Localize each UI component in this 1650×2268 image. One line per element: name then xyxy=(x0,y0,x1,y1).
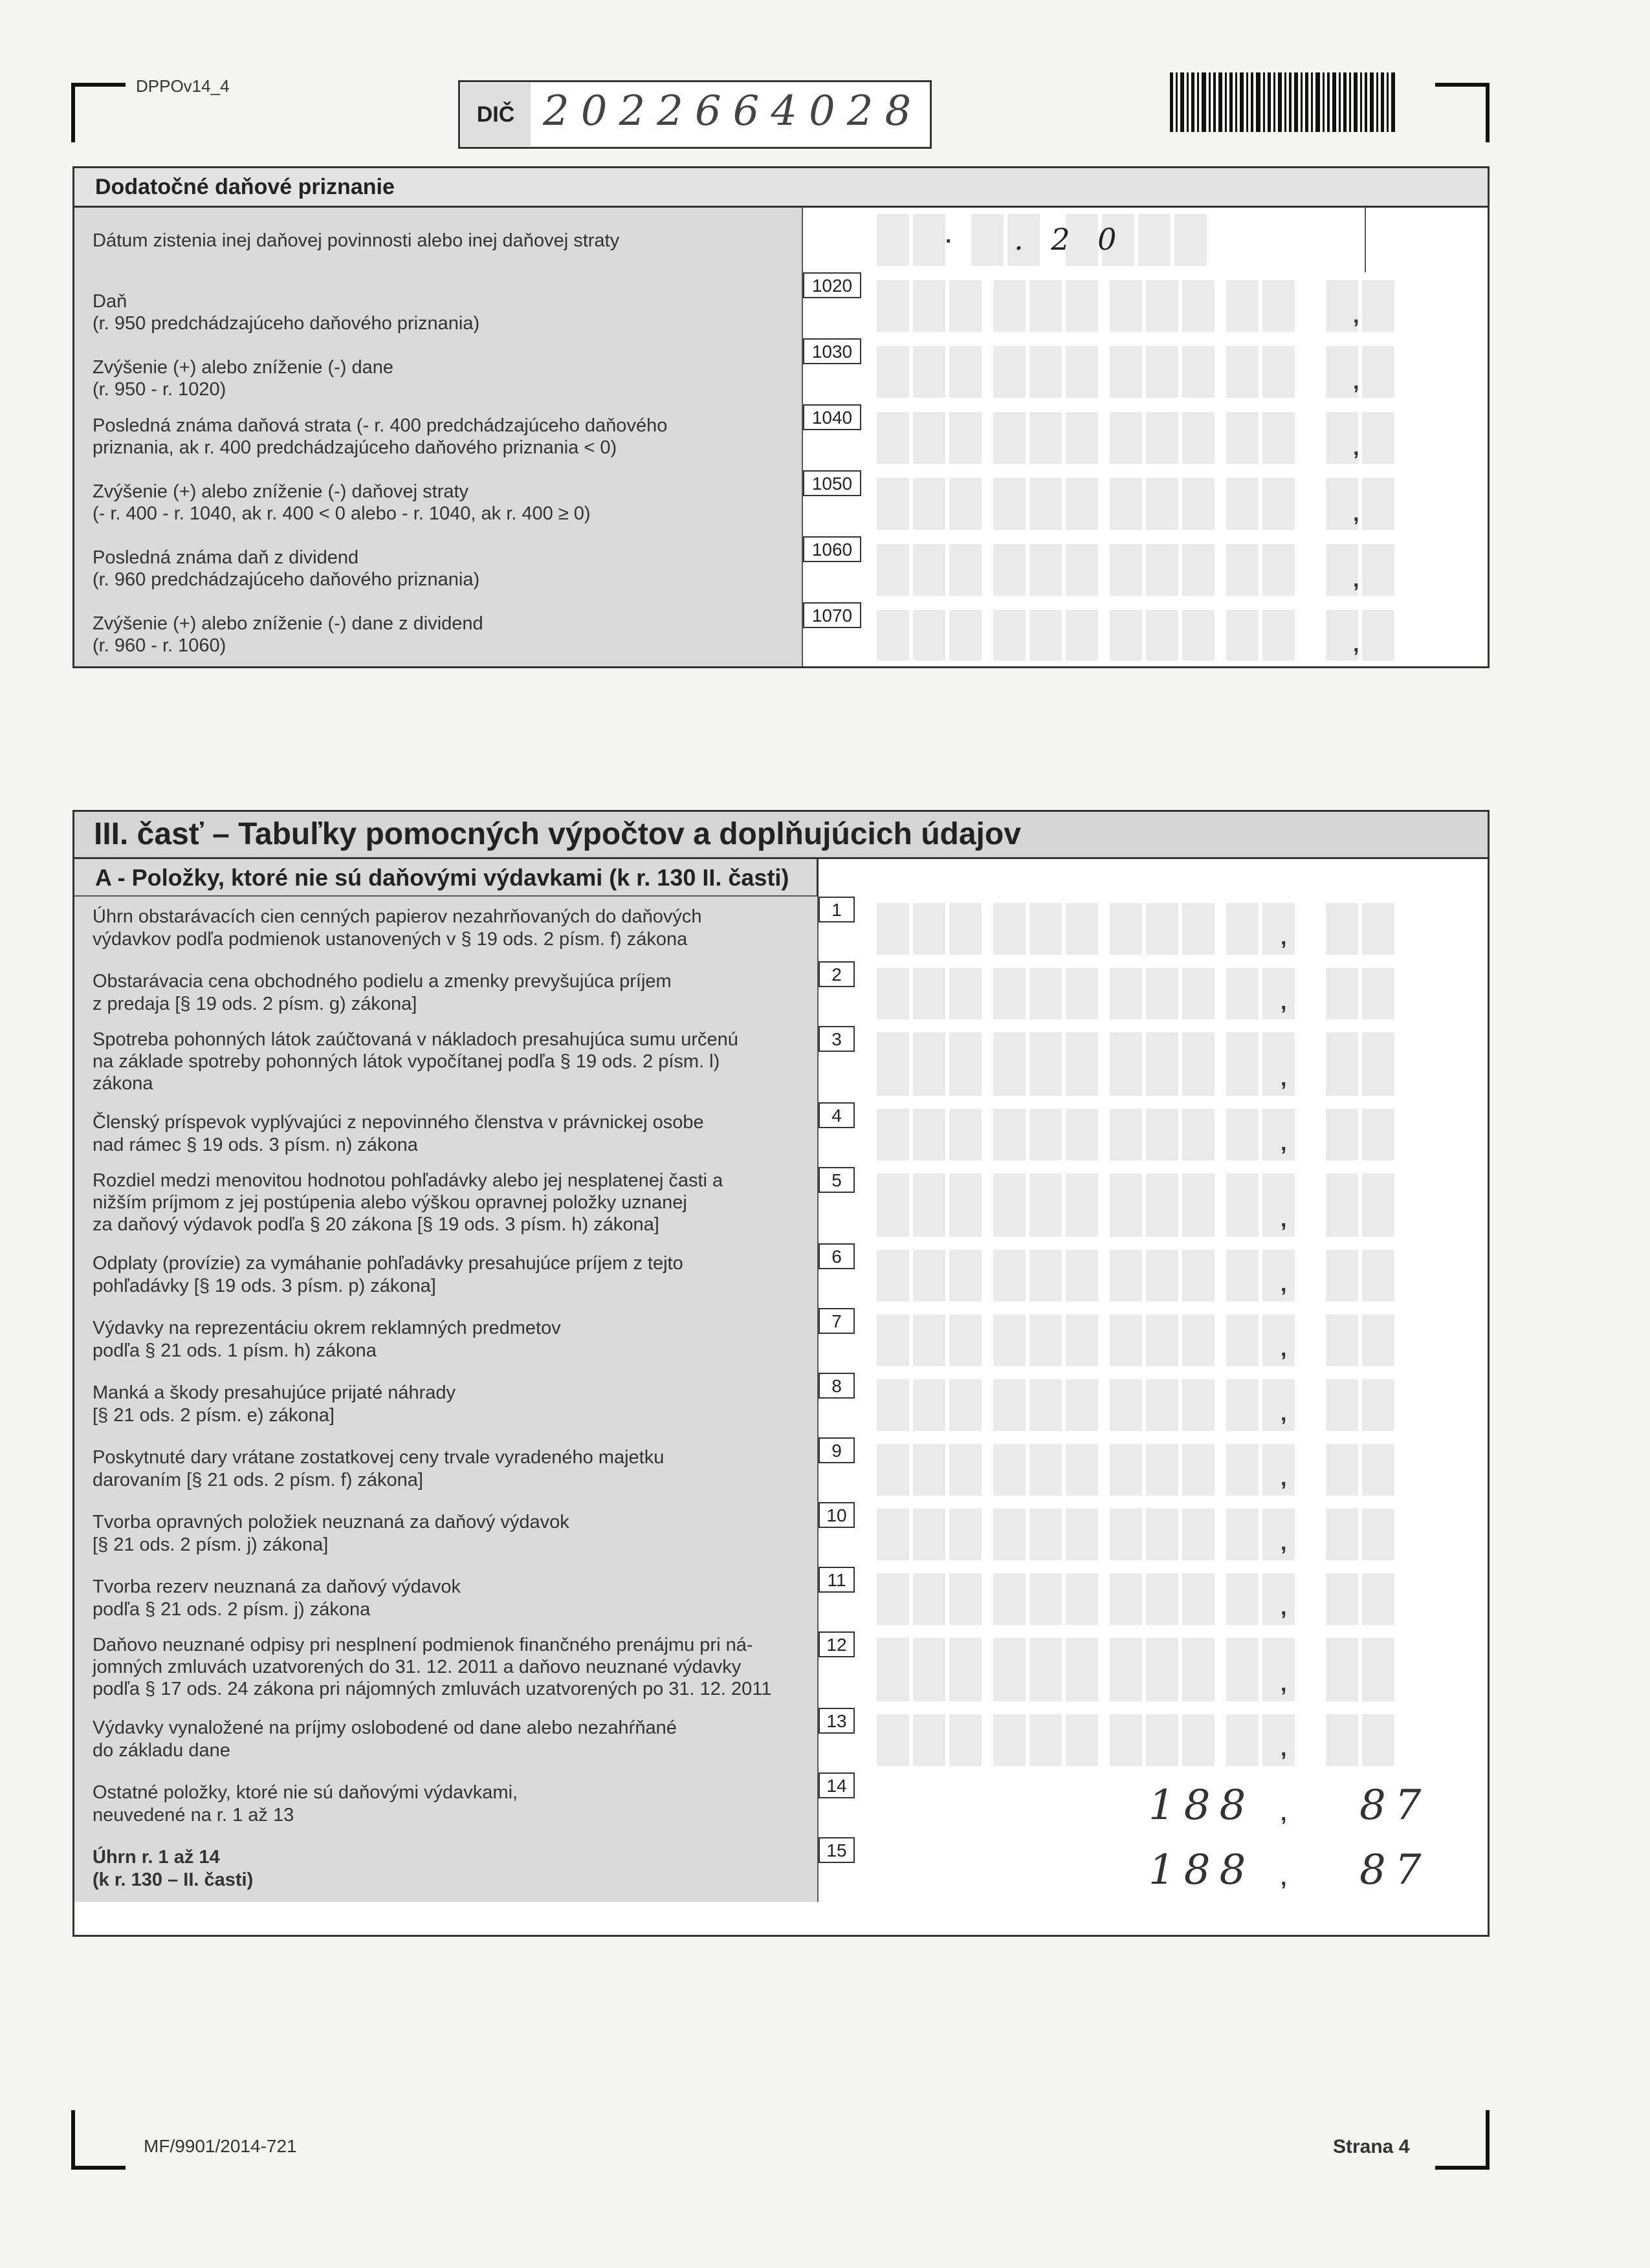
amount-input-1030[interactable] xyxy=(877,346,1398,398)
decimal-comma: , xyxy=(1281,1801,1287,1826)
row-number: 11 xyxy=(819,1567,855,1593)
table-a-row-5 xyxy=(74,1167,1488,1245)
amount-input-1020[interactable] xyxy=(877,280,1398,332)
row-number: 1020 xyxy=(803,272,861,298)
decimal-comma: , xyxy=(1281,1066,1287,1091)
corner-mark-top-left xyxy=(71,83,75,142)
table-a-row-4 xyxy=(74,1102,1488,1168)
row-label: Úhrn r. 1 až 14 (k r. 130 – II. časti) xyxy=(74,1837,819,1902)
row-1030: Zvýšenie (+) alebo zníženie (-) dane (r. 950 - r. 1020) 1030 , xyxy=(74,338,1488,406)
supplementary-return-title: Dodatočné daňové priznanie xyxy=(74,168,1488,208)
row-number: 7 xyxy=(819,1308,855,1334)
amount-input-9[interactable] xyxy=(877,1444,1398,1496)
table-a-row-11 xyxy=(74,1567,1488,1633)
decimal-comma: , xyxy=(1281,1401,1287,1426)
footer-form-code: MF/9901/2014-721 xyxy=(144,2136,297,2156)
handwritten-amount-decimal: 87 xyxy=(1359,1846,1431,1894)
row-number: 2 xyxy=(819,961,855,987)
page-number: Strana 4 xyxy=(1333,2136,1410,2157)
decimal-comma: , xyxy=(1281,1466,1287,1490)
table-a-row-14 xyxy=(74,1772,1488,1838)
dic-field[interactable] xyxy=(458,80,932,149)
amount-input-1050[interactable] xyxy=(877,478,1398,530)
amount-input-15[interactable] xyxy=(877,1844,1398,1895)
row-label: Výdavky vynaložené na príjmy oslobodené od dane alebo nezahŕňané do základu dane xyxy=(74,1708,819,1772)
amount-input-14[interactable] xyxy=(877,1779,1398,1831)
row-label: Tvorba opravných položiek neuznaná za daňový výdavok [§ 21 ods. 2 písm. j) zákona] xyxy=(74,1502,819,1567)
decimal-comma: , xyxy=(1281,1131,1287,1155)
amount-input-12[interactable] xyxy=(877,1638,1398,1701)
row-label: Poskytnuté dary vrátane zostatkovej ceny trvale vyradeného majetku darovaním [§ 21 ods. 2 písm. f) zákona] xyxy=(74,1437,819,1502)
row-label: Tvorba rezerv neuznaná za daňový výdavok podľa § 21 ods. 2 písm. j) zákona xyxy=(74,1567,819,1631)
table-a-row-2 xyxy=(74,961,1488,1027)
decimal-comma: , xyxy=(1281,1866,1287,1890)
row-1050: Zvýšenie (+) alebo zníženie (-) daňovej straty (- r. 400 - r. 1040, ak r. 400 < 0 alebo - r. 1040, ak r. 400 ≥ 0) 1050 , xyxy=(74,470,1488,538)
row-number: 5 xyxy=(819,1167,855,1193)
table-a-row-8 xyxy=(74,1373,1488,1439)
table-a-row-10 xyxy=(74,1502,1488,1568)
table-a-row-15 xyxy=(74,1837,1488,1902)
amount-input-4[interactable] xyxy=(877,1109,1398,1161)
row-number: 1050 xyxy=(803,470,861,496)
row-number: 1040 xyxy=(803,404,861,430)
table-a-row-6 xyxy=(74,1243,1488,1309)
corner-mark-bottom-left xyxy=(71,2110,75,2170)
supplementary-return-table xyxy=(72,166,1490,668)
row-1020: Daň (r. 950 predchádzajúceho daňového priznania) 1020 , xyxy=(74,272,1488,340)
decimal-comma: , xyxy=(1281,990,1287,1014)
amount-input-10[interactable] xyxy=(877,1509,1398,1560)
amount-input-5[interactable] xyxy=(877,1173,1398,1237)
handwritten-amount-integer: 188 xyxy=(1149,1846,1255,1894)
row-label: Obstarávacia cena obchodného podielu a zmenky prevyšujúca príjem z predaja [§ 19 ods. 2 písm. g) zákona] xyxy=(74,961,819,1026)
row-1070: Zvýšenie (+) alebo zníženie (-) dane z dividend (r. 960 - r. 1060) 1070 , xyxy=(74,602,1488,666)
row-label: Úhrn obstarávacích cien cenných papierov nezahrňovaných do daňových výdavkov podľa podmienok ustanovených v § 19 ods. 2 písm. f) zákona xyxy=(74,897,819,961)
handwritten-amount-integer: 188 xyxy=(1149,1782,1255,1829)
row-number: 1030 xyxy=(803,338,861,364)
row-number: 4 xyxy=(819,1102,855,1128)
amount-input-2[interactable] xyxy=(877,968,1398,1020)
amount-input-8[interactable] xyxy=(877,1379,1398,1431)
amount-input-13[interactable] xyxy=(877,1714,1398,1766)
row-number: 6 xyxy=(819,1243,855,1269)
corner-mark-top-right xyxy=(1486,83,1490,142)
amount-input-1040[interactable] xyxy=(877,412,1398,464)
date-row-label: Dátum zistenia inej daňovej povinnosti alebo inej daňovej straty xyxy=(74,208,803,272)
decimal-comma: , xyxy=(1281,1531,1287,1555)
table-a-row-9 xyxy=(74,1437,1488,1503)
amount-input-11[interactable] xyxy=(877,1573,1398,1625)
corner-mark-top-right xyxy=(1435,83,1490,87)
date-row-side-block xyxy=(1365,208,1366,272)
row-label: Členský príspevok vyplývajúci z nepovinného členstva v právnickej osobe nad rámec § 19 ods. 3 písm. n) zákona xyxy=(74,1102,819,1167)
row-number: 1060 xyxy=(803,536,861,562)
amount-input-1070[interactable] xyxy=(877,610,1398,660)
row-number: 12 xyxy=(819,1631,855,1657)
row-number: 3 xyxy=(819,1026,855,1052)
table-a-row-12 xyxy=(74,1631,1488,1709)
row-1040: Posledná známa daňová strata (- r. 400 predchádzajúceho daňového priznania, ak r. 400 predchádzajúceho daňového priznania < 0) 1040 , xyxy=(74,404,1488,472)
date-separator: . xyxy=(945,223,952,248)
amount-input-3[interactable] xyxy=(877,1032,1398,1096)
amount-input-1060[interactable] xyxy=(877,544,1398,596)
table-a-row-13 xyxy=(74,1708,1488,1774)
dic-value: 2022664028 xyxy=(543,87,923,135)
decimal-comma: , xyxy=(1281,1736,1287,1761)
row-number: 13 xyxy=(819,1708,855,1734)
row-number: 14 xyxy=(819,1772,855,1798)
barcode xyxy=(1170,72,1396,132)
row-number: 9 xyxy=(819,1437,855,1463)
amount-input-6[interactable] xyxy=(877,1250,1398,1302)
row-number: 10 xyxy=(819,1502,855,1528)
row-label: Ostatné položky, ktoré nie sú daňovými výdavkami, neuvedené na r. 1 až 13 xyxy=(74,1772,819,1837)
decimal-comma: , xyxy=(1281,1672,1287,1696)
decimal-comma: , xyxy=(1281,1336,1287,1361)
amount-input-1[interactable] xyxy=(877,903,1398,955)
table-a-title: A - Položky, ktoré nie sú daňovými výdavkami (k r. 130 II. časti) xyxy=(74,859,819,897)
corner-mark-bottom-right xyxy=(1435,2166,1490,2170)
row-label: Manká a škody presahujúce prijaté náhrady [§ 21 ods. 2 písm. e) zákona] xyxy=(74,1373,819,1437)
decimal-comma: , xyxy=(1281,1595,1287,1620)
handwritten-amount-decimal: 87 xyxy=(1359,1782,1431,1829)
row-number: 15 xyxy=(819,1837,855,1863)
row-number: 8 xyxy=(819,1373,855,1399)
corner-mark-top-left xyxy=(71,83,126,87)
date-row xyxy=(74,208,1488,274)
row-label: Spotreba pohonných látok zaúčtovaná v nákladoch presahujúca sumu určenú na základe spotreby pohonných látok vypočítanej podľa § 19 ods. 2 písm. l) zákona xyxy=(74,1026,819,1102)
table-a-row-7 xyxy=(74,1308,1488,1374)
decimal-comma: , xyxy=(1281,925,1287,950)
corner-mark-bottom-left xyxy=(71,2166,126,2170)
table-a-row-1 xyxy=(74,897,1488,963)
table-a-row-3 xyxy=(74,1026,1488,1104)
form-code: DPPOv14_4 xyxy=(136,76,230,96)
row-label: Odplaty (provízie) za vymáhanie pohľadávky presahujúce príjem z tejto pohľadávky [§ 19 ods. 3 písm. p) zákona] xyxy=(74,1243,819,1308)
decimal-comma: , xyxy=(1281,1207,1287,1232)
row-number: 1 xyxy=(819,897,855,922)
row-label: Výdavky na reprezentáciu okrem reklamných predmetov podľa § 21 ods. 1 písm. h) zákona xyxy=(74,1308,819,1373)
row-label: Rozdiel medzi menovitou hodnotou pohľadávky alebo jej nesplatenej časti a nižším príjmom z jej postúpenia alebo výškou opravnej položky uznanej za daňový výdavok podľa § 20 zákona [§ 19 ods. 3 písm. h) zákona] xyxy=(74,1167,819,1243)
date-year-prefix: . 2 0 xyxy=(1014,222,1126,257)
decimal-comma: , xyxy=(1281,1272,1287,1296)
amount-input-7[interactable] xyxy=(877,1314,1398,1366)
row-1060: Posledná známa daň z dividend (r. 960 predchádzajúceho daňového priznania) 1060 , xyxy=(74,536,1488,604)
dic-label: DIČ xyxy=(461,83,531,146)
part3-table xyxy=(72,810,1490,1937)
row-number: 1070 xyxy=(803,602,861,628)
corner-mark-bottom-right xyxy=(1486,2110,1490,2170)
row-label: Daňovo neuznané odpisy pri nesplnení podmienok finančného prenájmu pri ná- jomných zmluvách uzatvorených do 31. 12. 2011 a daňovo neuznané výdavky podľa § 17 ods. 24 zákona pri nájomných zmluvách uzatvorených po 31. 12. 2011 xyxy=(74,1631,819,1708)
part3-title: III. časť – Tabuľky pomocných výpočtov a doplňujúcich údajov xyxy=(74,812,1488,859)
